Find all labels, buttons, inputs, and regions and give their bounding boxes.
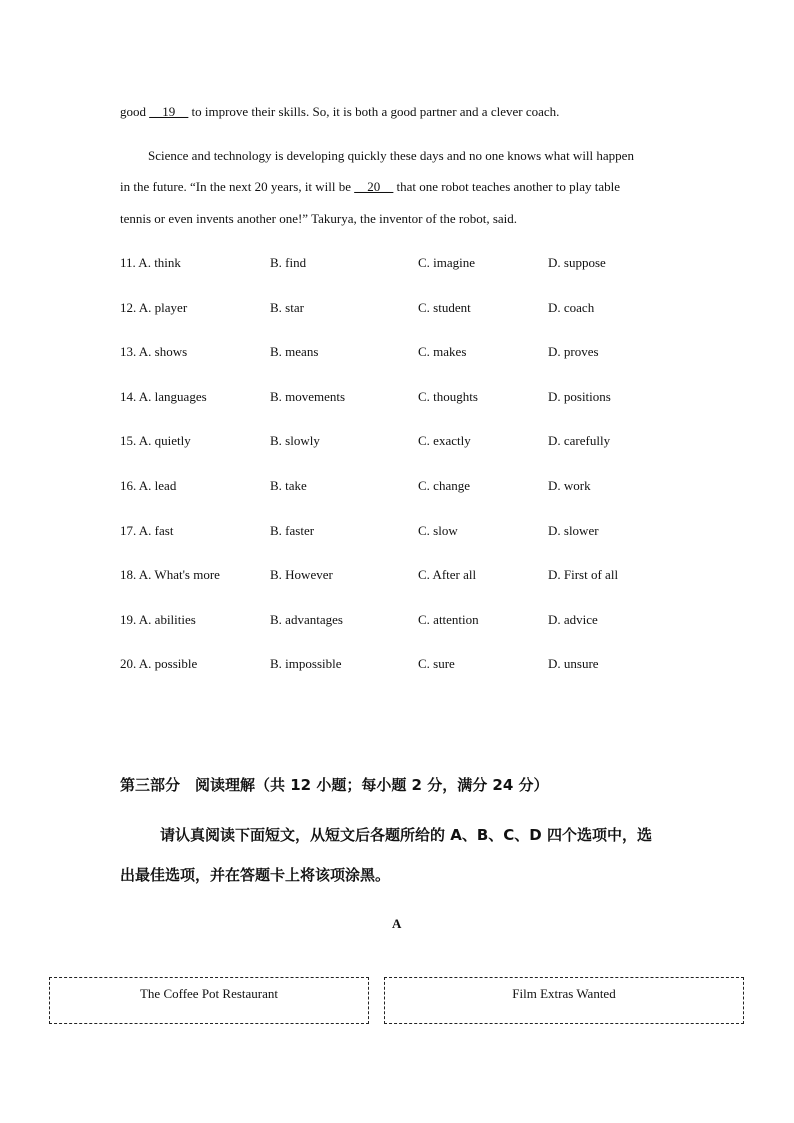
question-option-b: B. impossible	[270, 656, 342, 671]
passage-text: to improve their skills. So, it is both a good partner and a clever coach.	[188, 104, 560, 119]
question-option-a: 20. A. possible	[120, 656, 198, 671]
question-row	[0, 300, 794, 320]
question-row	[0, 478, 794, 498]
question-row	[0, 656, 794, 676]
question-row	[0, 389, 794, 409]
question-option-d: D. positions	[548, 389, 611, 404]
blank-19: __19__	[149, 104, 189, 119]
question-option-d: D. suppose	[548, 255, 606, 270]
question-option-d: D. proves	[548, 344, 599, 359]
question-row	[0, 255, 794, 275]
question-row	[0, 523, 794, 543]
question-option-a: 15. A. quietly	[120, 433, 191, 448]
question-option-a: 14. A. languages	[120, 389, 207, 404]
question-row	[0, 433, 794, 453]
ad-box-film-extras	[384, 977, 744, 1024]
question-option-d: D. unsure	[548, 656, 599, 671]
question-row	[0, 567, 794, 587]
question-row	[0, 612, 794, 632]
ad-box-title: Film Extras Wanted	[512, 986, 616, 1001]
question-option-b: B. faster	[270, 523, 315, 538]
question-option-b: B. However	[270, 567, 333, 582]
question-option-d: D. First of all	[548, 567, 619, 582]
question-option-c: C. sure	[418, 656, 455, 671]
passage-line-1	[120, 104, 559, 120]
passage-line-4: tennis or even invents another one!” Takurya, the inventor of the robot, said.	[120, 211, 518, 226]
question-option-c: C. slow	[418, 523, 458, 538]
question-row	[0, 344, 794, 364]
question-option-b: B. find	[270, 255, 307, 270]
question-option-b: B. star	[270, 300, 304, 315]
ad-box-coffee-pot	[49, 977, 369, 1024]
question-option-d: D. advice	[548, 612, 598, 627]
question-option-b: B. take	[270, 478, 307, 493]
passage-line-3	[120, 179, 620, 195]
question-option-a: 18. A. What's more	[120, 567, 220, 582]
question-option-c: C. exactly	[418, 433, 471, 448]
passage-text: good	[120, 104, 150, 119]
question-option-d: D. work	[548, 478, 591, 493]
blank-20: __20__	[354, 179, 394, 194]
passage-line-2: Science and technology is developing quickly these days and no one knows what will happen	[148, 148, 634, 163]
instruction-line-2: 出最佳选项，并在答题卡上将该项涂黑。	[120, 866, 391, 884]
question-option-d: D. coach	[548, 300, 595, 315]
instruction-line-1: 请认真阅读下面短文，从短文后各题所给的 A、B、C、D 四个选项中，选	[160, 826, 652, 844]
question-option-d: D. slower	[548, 523, 599, 538]
question-option-b: B. slowly	[270, 433, 320, 448]
question-option-a: 11. A. think	[120, 255, 181, 270]
question-option-c: C. student	[418, 300, 471, 315]
question-option-a: 16. A. lead	[120, 478, 177, 493]
question-option-c: C. After all	[418, 567, 477, 582]
question-option-c: C. attention	[418, 612, 479, 627]
question-option-c: C. makes	[418, 344, 467, 359]
question-option-a: 13. A. shows	[120, 344, 188, 359]
section-title: 第三部分 阅读理解（共 12 小题；每小题 2 分，满分 24 分）	[120, 776, 549, 794]
question-option-d: D. carefully	[548, 433, 611, 448]
question-option-a: 19. A. abilities	[120, 612, 196, 627]
question-option-a: 17. A. fast	[120, 523, 174, 538]
ad-box-title: The Coffee Pot Restaurant	[139, 986, 279, 1001]
question-option-c: C. thoughts	[418, 389, 478, 404]
question-option-b: B. means	[270, 344, 319, 359]
question-option-c: C. imagine	[418, 255, 476, 270]
question-option-b: B. advantages	[270, 612, 343, 627]
question-option-b: B. movements	[270, 389, 346, 404]
question-option-a: 12. A. player	[120, 300, 188, 315]
question-option-c: C. change	[418, 478, 470, 493]
passage-text: that one robot teaches another to play table	[393, 179, 620, 194]
passage-label: A	[392, 916, 402, 931]
passage-text: in the future. “In the next 20 years, it will be	[120, 179, 355, 194]
